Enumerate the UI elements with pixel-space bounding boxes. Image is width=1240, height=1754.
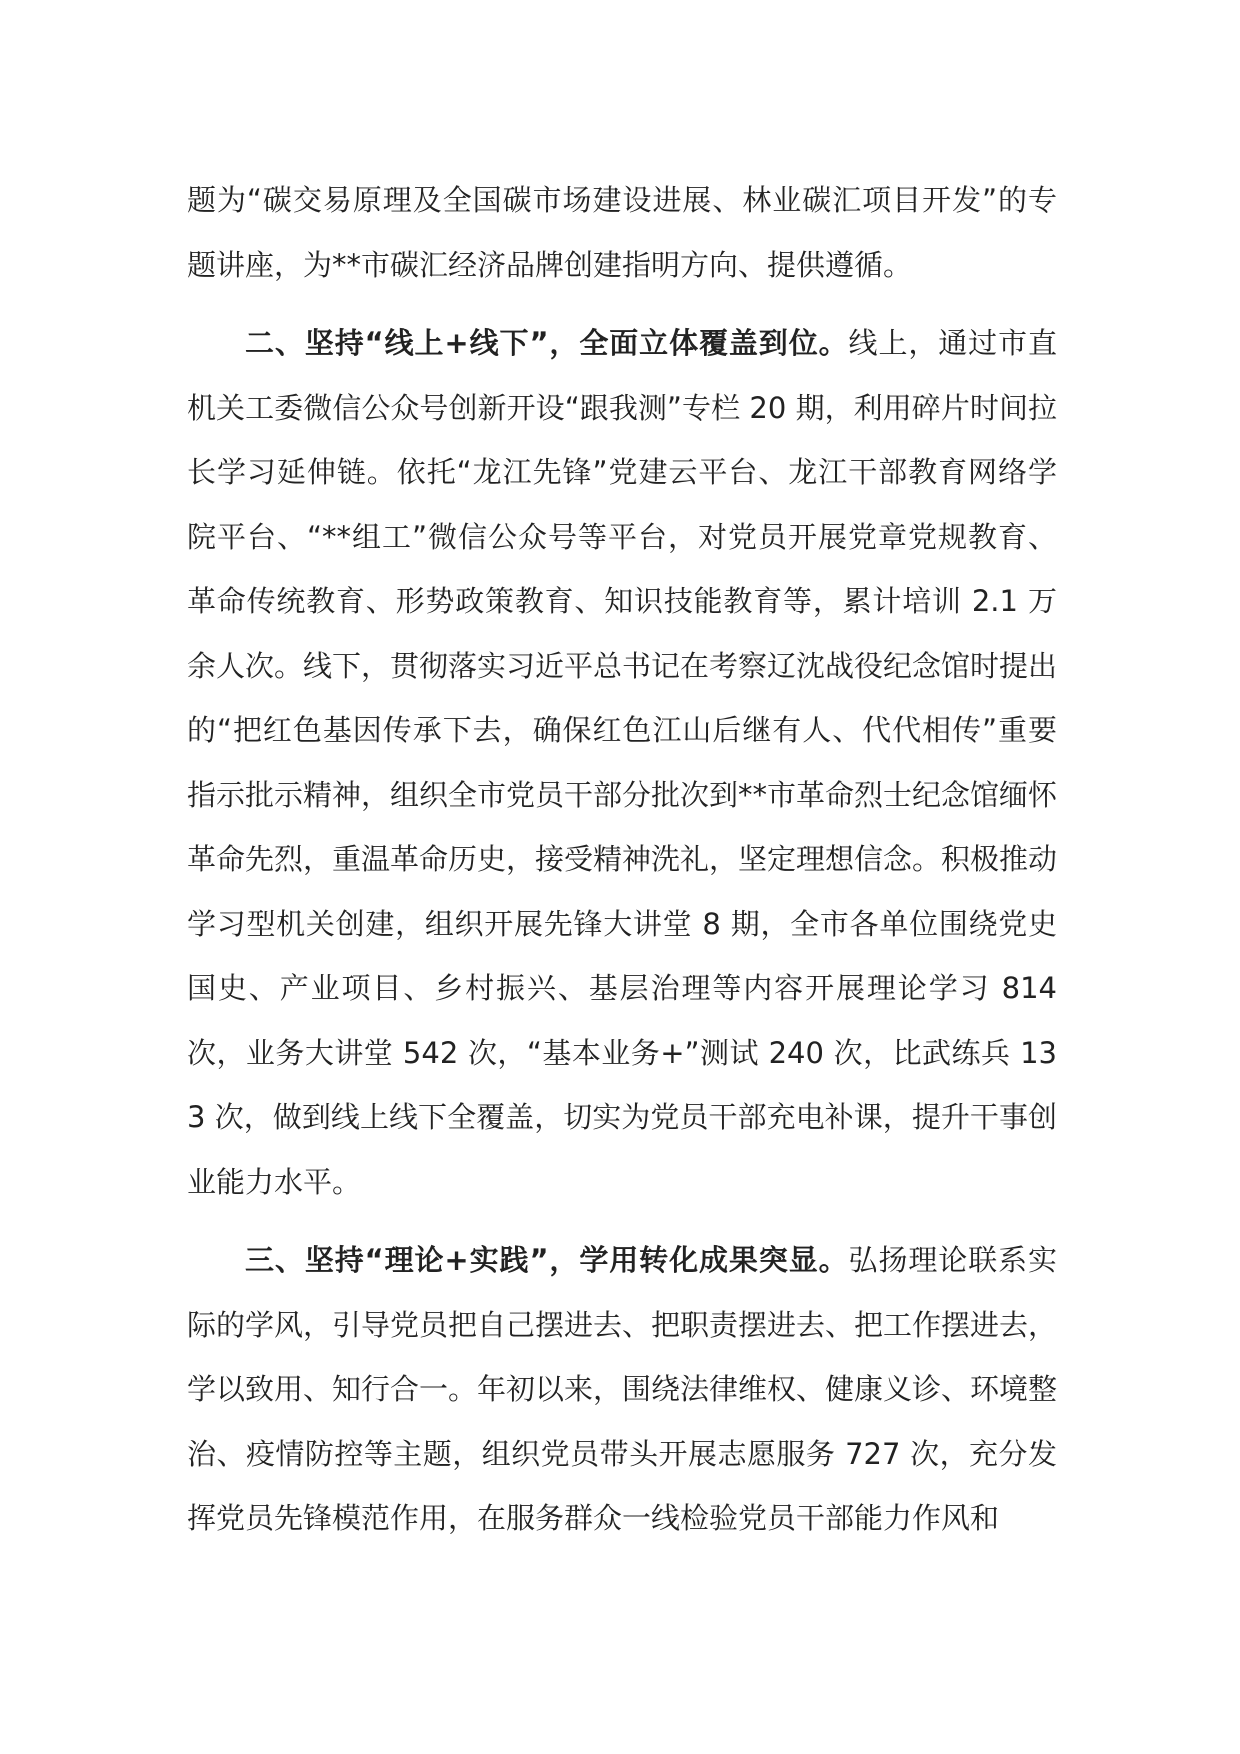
paragraph-2-text: 线上，通过市直机关工委微信公众号创新开设“跟我测”专栏 20 期，利用碎片时间拉长学习延伸链。依托“龙江先锋”党建云平台、龙江干部教育网络学院平台、“**组工”微信公众号等平台，对党员开展党章党规教育、革命传统教育、形势政策教育、知识技能教育等，累计培训 2.1 万余人次。线下，贯彻落实习近平总书记在考察辽沈战役纪念馆时提出的“把红色基因传承下去，确保红色江山后继有人、代代相传”重要指示批示精神，组织全市党员干部分批次到**市革命烈士纪念馆缅怀革命先烈，重温革命历史，接受精神洗礼，坚定理想信念。积极推动学习型机关创建，组织开展先锋大讲堂 8 期，全市各单位围绕党史国史、产业项目、乡村振兴、基层治理等内容开展理论学习 814 次，业务大讲堂 542 次，“基本业务+”测试 240 次，比武练兵 133 次，做到线上线下全覆盖，切实为党员干部充电补课，提升干事创业能力水平。 (187, 326, 1058, 1199)
paragraph-2 (187, 311, 1057, 1214)
paragraph-1 (187, 168, 1057, 297)
section-heading-2: 二、坚持“线上+线下”，全面立体覆盖到位。 (245, 326, 849, 360)
paragraph-3-text: 弘扬理论联系实际的学风，引导党员把自己摆进去、把职责摆进去、把工作摆进去，学以致用、知行合一。年初以来，围绕法律维权、健康义诊、环境整治、疫情防控等主题，组织党员带头开展志愿服务 727 次，充分发挥党员先锋模范作用，在服务群众一线检验党员干部能力作风和 (187, 1243, 1058, 1535)
section-heading-3: 三、坚持“理论+实践”，学用转化成果突显。 (245, 1243, 849, 1277)
document-body (187, 168, 1057, 1551)
paragraph-3 (187, 1228, 1057, 1551)
paragraph-1-text: 题为“碳交易原理及全国碳市场建设进展、林业碳汇项目开发”的专题讲座，为**市碳汇经济品牌创建指明方向、提供遵循。 (187, 183, 1057, 282)
